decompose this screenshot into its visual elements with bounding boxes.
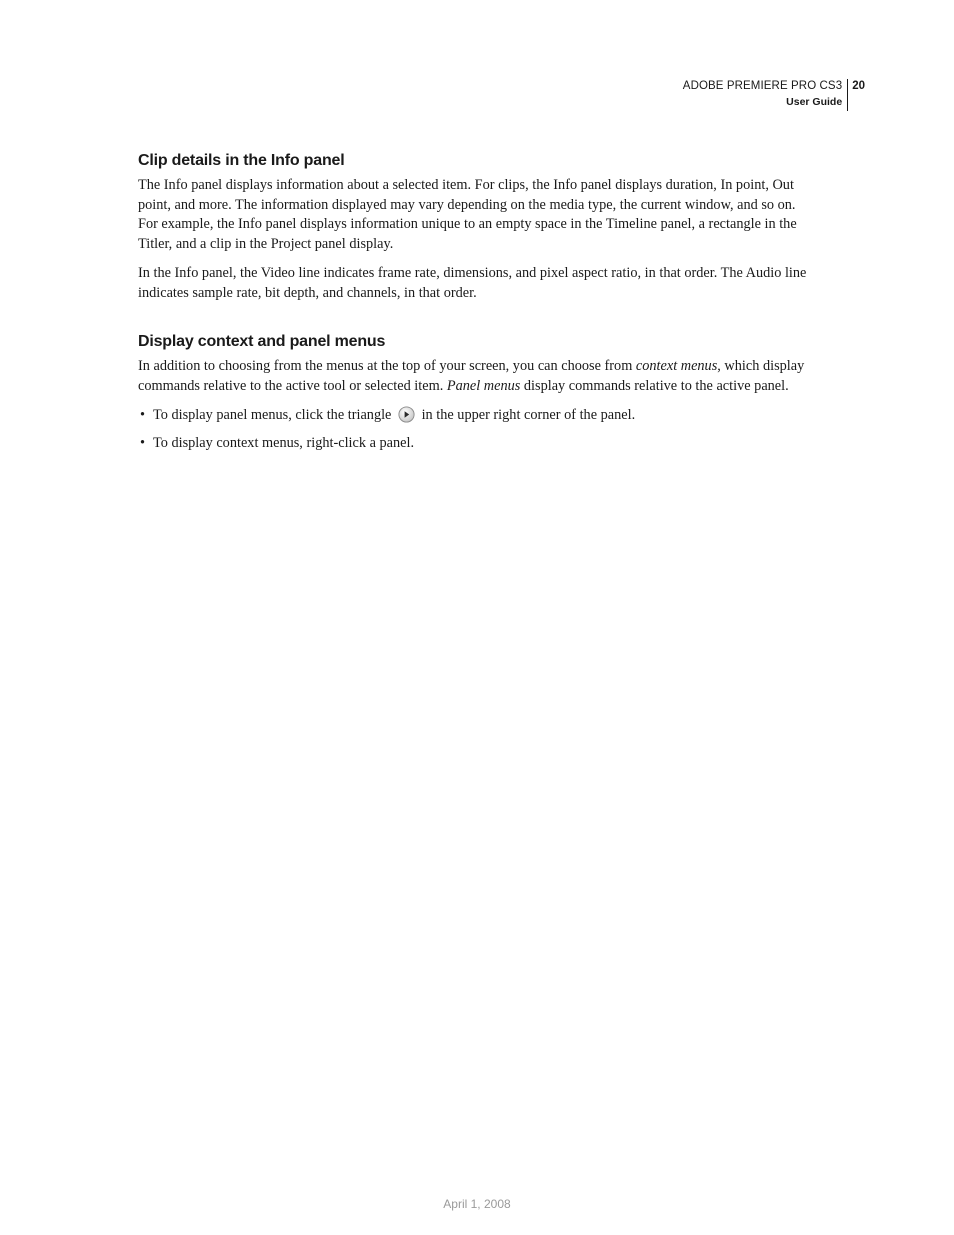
text-run: display commands relative to the active panel.: [520, 377, 789, 394]
header-product-name: ADOBE PREMIERE PRO CS3: [682, 80, 843, 92]
running-header: [683, 79, 865, 111]
list-item: [138, 406, 818, 426]
page-number: 20: [852, 80, 865, 92]
paragraph: [138, 357, 818, 396]
list-item: [138, 434, 818, 454]
section-heading: Display context and panel menus: [138, 333, 386, 350]
bullet-dot: •: [140, 407, 146, 423]
paragraph: The Info panel displays information about a selected item. For clips, the Info panel displays duration, In point, Out point, and more. The information displayed may vary depending on the media type, the current window, and so on. For example, the Info panel displays information unique to an empty space in the Timeline panel, a rectangle in the Titler, and a clip in the Project panel display.: [138, 177, 797, 252]
bullet-dot: •: [140, 434, 146, 451]
bullet-list: [138, 406, 818, 453]
paragraph: In the Info panel, the Video line indicates frame rate, dimensions, and pixel aspect ratio, in that order. The Audio line indicates sample rate, bit depth, and channels, in that order.: [138, 265, 807, 301]
text-run: To display panel menus, click the triangle: [153, 407, 392, 423]
text-run: To display context menus, right-click a panel.: [153, 434, 415, 451]
page-content: [138, 150, 818, 461]
section-clip-details: [138, 150, 818, 303]
text-run: in the upper right corner of the panel.: [421, 407, 636, 423]
text-run: , which display commands relative to the active tool or selected item.: [138, 358, 805, 394]
text-run: In addition to choosing from the menus at the top of your screen, you can choose from: [138, 358, 636, 374]
footer-date: April 1, 2008: [443, 1197, 511, 1211]
section-context-menus: [138, 331, 818, 453]
header-text-block: [683, 79, 848, 111]
emphasis-panel-menus: Panel menus: [446, 377, 521, 394]
section-heading: Clip details in the Info panel: [138, 152, 345, 169]
emphasis-context-menus: context menus: [635, 358, 718, 374]
panel-menu-triangle-icon: [398, 406, 415, 423]
header-guide-label: User Guide: [786, 96, 843, 108]
